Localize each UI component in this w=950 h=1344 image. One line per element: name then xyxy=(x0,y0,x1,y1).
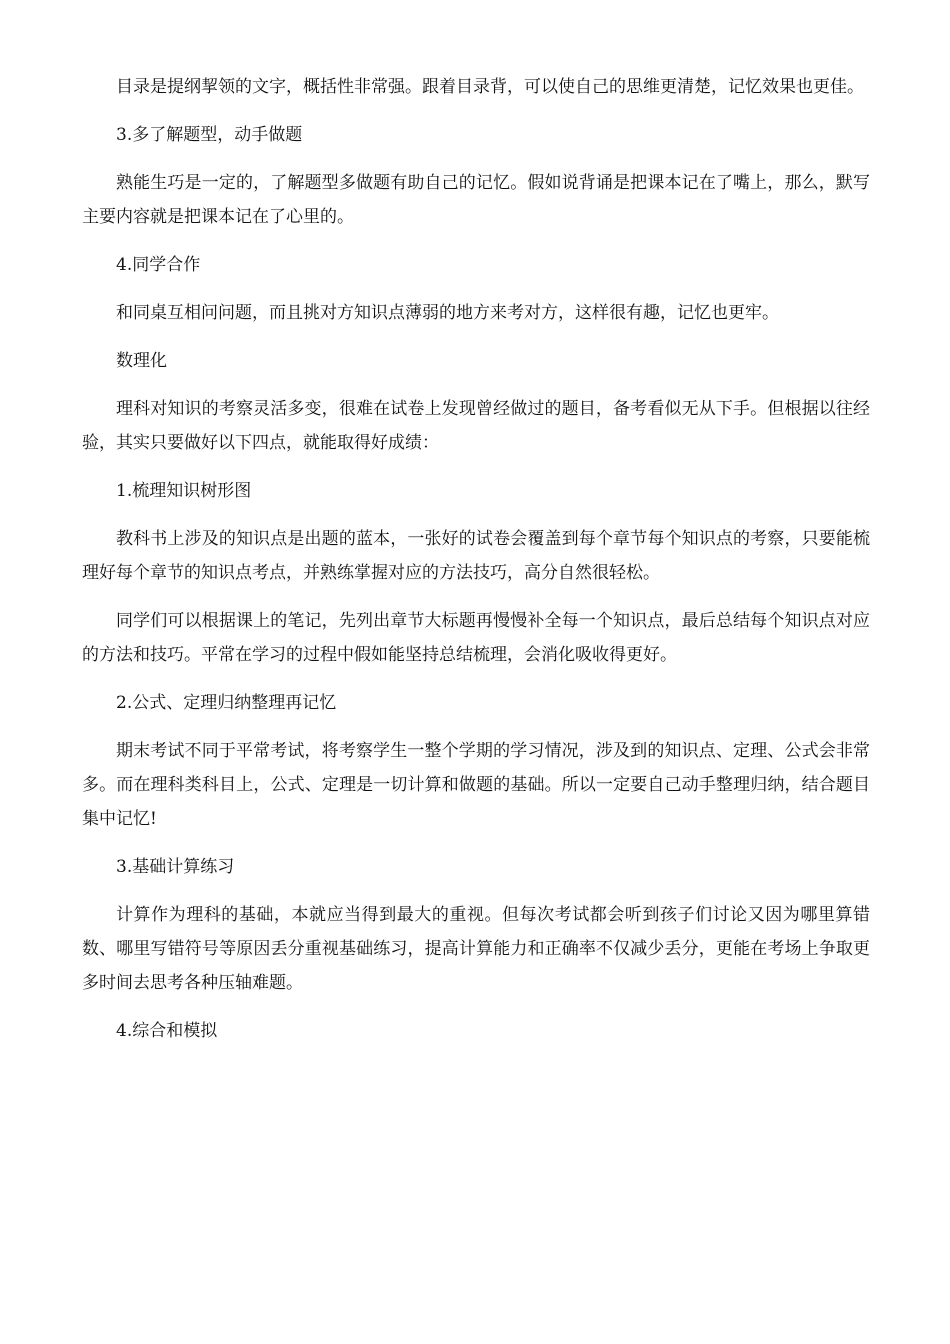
document-page xyxy=(82,70,870,1062)
paragraph-practice-makes-perfect: 熟能生巧是一定的，了解题型多做题有助自己的记忆。假如说背诵是把课本记在了嘴上，那么，默写主要内容就是把课本记在了心里的。 xyxy=(82,173,870,227)
paragraph-calculation-practice: 计算作为理科的基础，本就应当得到最大的重视。但每次考试都会听到孩子们讨论又因为哪里算错数、哪里写错符号等原因丢分重视基础练习，提高计算能力和正确率不仅减少丢分，更能在考场上争取更多时间去思考各种压轴难题。 xyxy=(82,905,870,993)
paragraph-deskmate-questions: 和同桌互相问问题，而且挑对方知识点薄弱的地方来考对方，这样很有趣，记忆也更牢。 xyxy=(116,303,779,323)
heading-classmate-cooperation: 4.同学合作 xyxy=(116,255,201,275)
heading-knowledge-tree: 1.梳理知识树形图 xyxy=(116,481,252,501)
paragraph-science-intro: 理科对知识的考察灵活多变，很难在试卷上发现曾经做过的题目，备考看似无从下手。但根据以往经验，其实只要做好以下四点，就能取得好成绩： xyxy=(82,399,870,453)
heading-math-physics-chemistry: 数理化 xyxy=(116,351,167,371)
heading-comprehensive-simulation: 4.综合和模拟 xyxy=(116,1021,218,1041)
paragraph-class-notes: 同学们可以根据课上的笔记，先列出章节大标题再慢慢补全每一个知识点，最后总结每个知识点对应的方法和技巧。平常在学习的过程中假如能坚持总结梳理，会消化吸收得更好。 xyxy=(82,611,870,665)
heading-question-types: 3.多了解题型，动手做题 xyxy=(116,125,303,145)
paragraph-final-exam: 期末考试不同于平常考试，将考察学生一整个学期的学习情况，涉及到的知识点、定理、公式会非常多。而在理科类科目上，公式、定理是一切计算和做题的基础。所以一定要自己动手整理归纳，结合题目集中记忆! xyxy=(82,741,870,829)
paragraph-table-of-contents: 目录是提纲挈领的文字，概括性非常强。跟着目录背，可以使自己的思维更清楚，记忆效果也更佳。 xyxy=(116,77,864,97)
heading-formulas-theorems: 2.公式、定理归纳整理再记忆 xyxy=(116,693,337,713)
paragraph-textbook-knowledge: 教科书上涉及的知识点是出题的蓝本，一张好的试卷会覆盖到每个章节每个知识点的考察，只要能梳理好每个章节的知识点考点，并熟练掌握对应的方法技巧，高分自然很轻松。 xyxy=(82,529,870,583)
heading-basic-calculation: 3.基础计算练习 xyxy=(116,857,235,877)
